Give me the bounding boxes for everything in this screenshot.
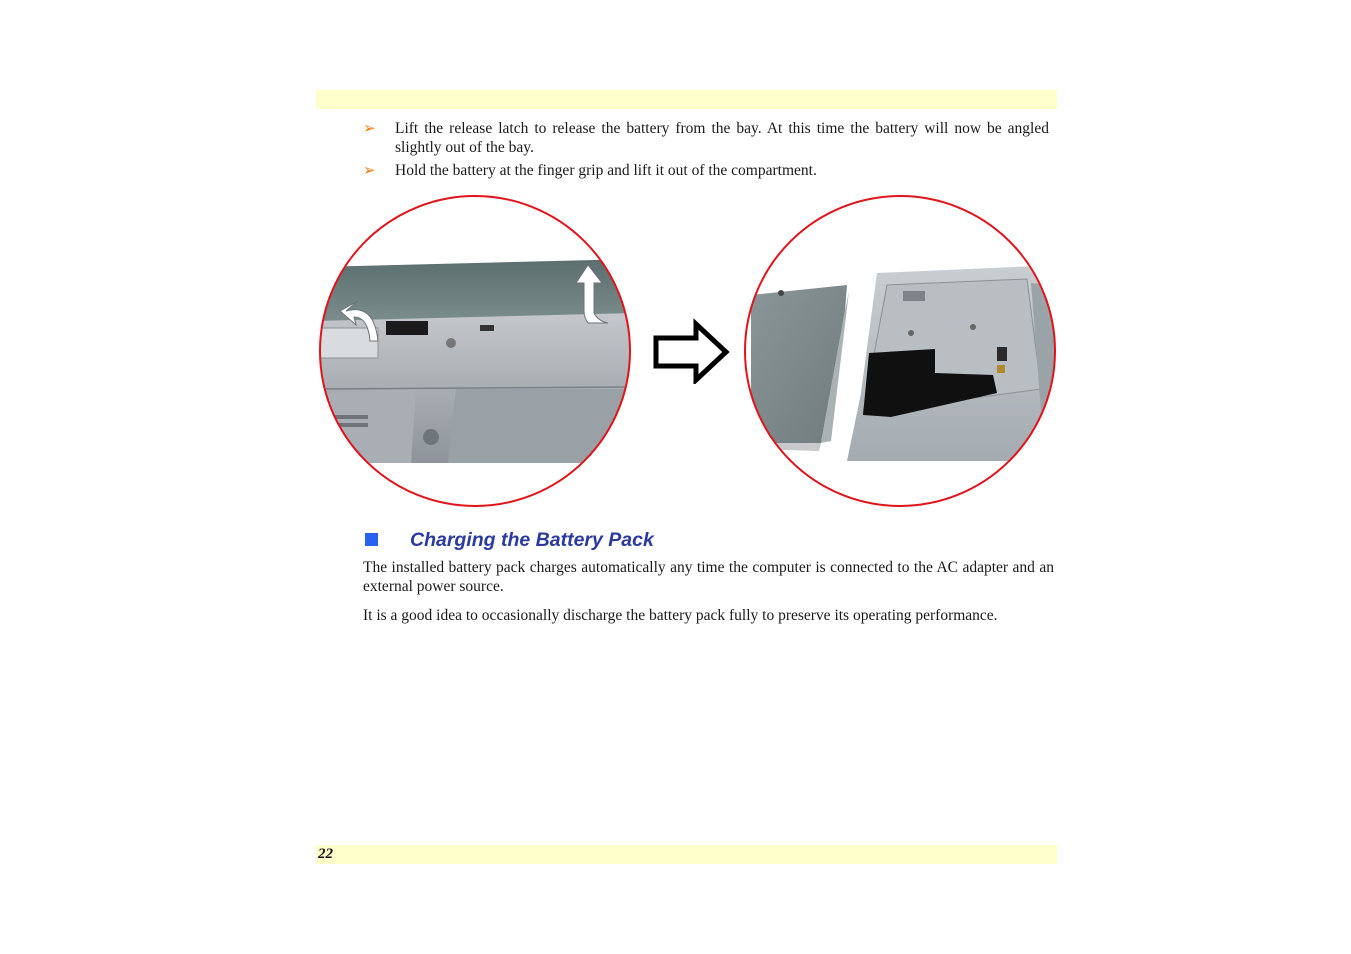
body-paragraph: The installed battery pack charges automatically any time the computer is connected to the AC adapter and an external power source. — [363, 559, 1054, 595]
bullet-item — [363, 119, 1049, 157]
footer-band — [316, 845, 1057, 864]
body-paragraph: It is a good idea to occasionally discharge the battery pack fully to preserve its operating performance. — [363, 607, 998, 624]
header-band — [316, 90, 1057, 109]
right-arrow-icon — [652, 318, 732, 384]
bullet-item — [363, 161, 1049, 180]
page-number: 22 — [318, 846, 333, 862]
arrow-bullet-icon: ➢ — [363, 119, 376, 137]
section-heading — [363, 529, 1053, 555]
square-bullet-icon — [365, 533, 378, 546]
arrow-bullet-icon: ➢ — [363, 161, 376, 179]
battery-removal-illustration — [316, 193, 1057, 509]
bullet-list — [363, 119, 1049, 184]
bullet-text: Hold the battery at the finger grip and lift it out of the compartment. — [395, 162, 817, 179]
section-title: Charging the Battery Pack — [410, 529, 654, 551]
bullet-text: Lift the release latch to release the battery from the bay. At this time the battery will now be angled slightly out of the bay. — [395, 120, 1049, 156]
battery-removed-photo — [741, 193, 1059, 509]
battery-latch-photo — [316, 193, 634, 509]
